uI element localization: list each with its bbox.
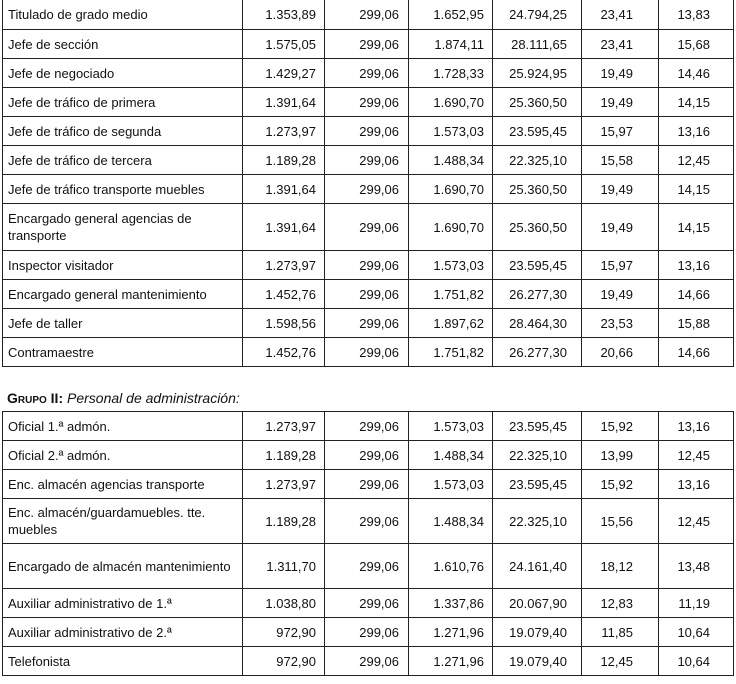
group-label: Grupo II:	[7, 390, 64, 406]
value-cell: 12,83	[582, 589, 659, 618]
value-cell: 22.325,10	[493, 146, 582, 175]
value-cell: 14,15	[659, 204, 734, 251]
table-row	[3, 544, 734, 589]
value-cell: 14,66	[659, 338, 734, 367]
table-row	[3, 146, 734, 175]
value-cell: 1.488,34	[409, 441, 493, 470]
value-cell: 1.337,86	[409, 589, 493, 618]
value-cell: 19,49	[582, 175, 659, 204]
value-cell: 23,41	[582, 0, 659, 30]
salary-table-group-1	[2, 0, 734, 367]
value-cell: 299,06	[325, 618, 409, 647]
value-cell: 23,53	[582, 309, 659, 338]
table-row	[3, 338, 734, 367]
table-row	[3, 441, 734, 470]
value-cell: 13,83	[659, 0, 734, 30]
value-cell: 13,16	[659, 412, 734, 441]
value-cell: 26.277,30	[493, 338, 582, 367]
job-title-cell: Auxiliar administrativo de 1.ª	[3, 589, 243, 618]
value-cell: 18,12	[582, 544, 659, 589]
value-cell: 1.452,76	[243, 338, 325, 367]
value-cell: 20.067,90	[493, 589, 582, 618]
job-title-cell: Oficial 2.ª admón.	[3, 441, 243, 470]
value-cell: 1.690,70	[409, 88, 493, 117]
job-title-cell: Enc. almacén/guardamuebles. tte. muebles	[3, 499, 243, 544]
salary-table-body	[3, 412, 734, 676]
value-cell: 15,92	[582, 412, 659, 441]
value-cell: 1.598,56	[243, 309, 325, 338]
job-title-cell: Auxiliar administrativo de 2.ª	[3, 618, 243, 647]
value-cell: 19.079,40	[493, 647, 582, 676]
value-cell: 23.595,45	[493, 470, 582, 499]
value-cell: 299,06	[325, 251, 409, 280]
value-cell: 23.595,45	[493, 412, 582, 441]
value-cell: 299,06	[325, 412, 409, 441]
job-title-cell: Jefe de sección	[3, 30, 243, 59]
value-cell: 299,06	[325, 0, 409, 30]
table-row	[3, 618, 734, 647]
value-cell: 1.573,03	[409, 412, 493, 441]
job-title-cell: Oficial 1.ª admón.	[3, 412, 243, 441]
value-cell: 299,06	[325, 59, 409, 88]
value-cell: 15,88	[659, 309, 734, 338]
value-cell: 299,06	[325, 146, 409, 175]
value-cell: 15,92	[582, 470, 659, 499]
value-cell: 1.610,76	[409, 544, 493, 589]
value-cell: 1.429,27	[243, 59, 325, 88]
value-cell: 1.273,97	[243, 251, 325, 280]
table-row	[3, 589, 734, 618]
value-cell: 15,97	[582, 117, 659, 146]
job-title-cell: Jefe de tráfico de tercera	[3, 146, 243, 175]
value-cell: 1.488,34	[409, 146, 493, 175]
job-title-cell: Encargado de almacén mantenimiento	[3, 544, 243, 589]
value-cell: 1.690,70	[409, 204, 493, 251]
value-cell: 23,41	[582, 30, 659, 59]
value-cell: 19,49	[582, 59, 659, 88]
value-cell: 972,90	[243, 618, 325, 647]
job-title-cell: Encargado general mantenimiento	[3, 280, 243, 309]
value-cell: 299,06	[325, 589, 409, 618]
value-cell: 25.360,50	[493, 175, 582, 204]
value-cell: 19,49	[582, 280, 659, 309]
table-row	[3, 204, 734, 251]
value-cell: 13,48	[659, 544, 734, 589]
value-cell: 299,06	[325, 441, 409, 470]
value-cell: 15,97	[582, 251, 659, 280]
value-cell: 28.111,65	[493, 30, 582, 59]
value-cell: 24.794,25	[493, 0, 582, 30]
job-title-cell: Inspector visitador	[3, 251, 243, 280]
value-cell: 13,16	[659, 117, 734, 146]
table-row	[3, 59, 734, 88]
value-cell: 11,19	[659, 589, 734, 618]
table-row	[3, 30, 734, 59]
value-cell: 1.189,28	[243, 146, 325, 175]
value-cell: 19.079,40	[493, 618, 582, 647]
value-cell: 1.874,11	[409, 30, 493, 59]
value-cell: 13,16	[659, 470, 734, 499]
value-cell: 25.360,50	[493, 88, 582, 117]
salary-table-body	[3, 0, 734, 367]
value-cell: 1.573,03	[409, 117, 493, 146]
value-cell: 1.391,64	[243, 204, 325, 251]
value-cell: 14,15	[659, 88, 734, 117]
value-cell: 1.575,05	[243, 30, 325, 59]
value-cell: 1.690,70	[409, 175, 493, 204]
value-cell: 12,45	[659, 146, 734, 175]
table-row	[3, 117, 734, 146]
value-cell: 299,06	[325, 88, 409, 117]
table-row	[3, 175, 734, 204]
value-cell: 299,06	[325, 175, 409, 204]
job-title-cell: Telefonista	[3, 647, 243, 676]
value-cell: 972,90	[243, 647, 325, 676]
value-cell: 25.360,50	[493, 204, 582, 251]
value-cell: 15,56	[582, 499, 659, 544]
value-cell: 299,06	[325, 30, 409, 59]
value-cell: 12,45	[582, 647, 659, 676]
job-title-cell: Titulado de grado medio	[3, 0, 243, 30]
table-row	[3, 647, 734, 676]
table-row	[3, 499, 734, 544]
value-cell: 1.189,28	[243, 441, 325, 470]
value-cell: 299,06	[325, 647, 409, 676]
job-title-cell: Jefe de tráfico de primera	[3, 88, 243, 117]
value-cell: 13,99	[582, 441, 659, 470]
value-cell: 1.311,70	[243, 544, 325, 589]
table-row	[3, 309, 734, 338]
salary-table-group-2	[2, 411, 734, 676]
value-cell: 1.573,03	[409, 470, 493, 499]
value-cell: 1.573,03	[409, 251, 493, 280]
value-cell: 299,06	[325, 117, 409, 146]
value-cell: 12,45	[659, 499, 734, 544]
job-title-cell: Jefe de tráfico transporte muebles	[3, 175, 243, 204]
job-title-cell: Encargado general agencias de transporte	[3, 204, 243, 251]
table-row	[3, 470, 734, 499]
value-cell: 1.391,64	[243, 88, 325, 117]
value-cell: 1.391,64	[243, 175, 325, 204]
job-title-cell: Contramaestre	[3, 338, 243, 367]
value-cell: 299,06	[325, 309, 409, 338]
job-title-cell: Jefe de negociado	[3, 59, 243, 88]
value-cell: 1.652,95	[409, 0, 493, 30]
value-cell: 19,49	[582, 204, 659, 251]
job-title-cell: Jefe de tráfico de segunda	[3, 117, 243, 146]
table-row	[3, 412, 734, 441]
value-cell: 23.595,45	[493, 117, 582, 146]
value-cell: 24.161,40	[493, 544, 582, 589]
value-cell: 1.273,97	[243, 117, 325, 146]
value-cell: 1.488,34	[409, 499, 493, 544]
value-cell: 23.595,45	[493, 251, 582, 280]
value-cell: 1.271,96	[409, 618, 493, 647]
value-cell: 1.273,97	[243, 470, 325, 499]
value-cell: 10,64	[659, 618, 734, 647]
table-row	[3, 280, 734, 309]
value-cell: 299,06	[325, 544, 409, 589]
value-cell: 22.325,10	[493, 499, 582, 544]
value-cell: 1.353,89	[243, 0, 325, 30]
value-cell: 299,06	[325, 470, 409, 499]
value-cell: 1.751,82	[409, 280, 493, 309]
value-cell: 1.897,62	[409, 309, 493, 338]
value-cell: 299,06	[325, 338, 409, 367]
value-cell: 14,15	[659, 175, 734, 204]
table-row	[3, 88, 734, 117]
value-cell: 1.751,82	[409, 338, 493, 367]
table-row	[3, 0, 734, 30]
value-cell: 1.271,96	[409, 647, 493, 676]
value-cell: 1.273,97	[243, 412, 325, 441]
group-description: Personal de administración:	[67, 390, 240, 406]
value-cell: 20,66	[582, 338, 659, 367]
value-cell: 15,58	[582, 146, 659, 175]
value-cell: 10,64	[659, 647, 734, 676]
value-cell: 299,06	[325, 499, 409, 544]
value-cell: 14,46	[659, 59, 734, 88]
value-cell: 15,68	[659, 30, 734, 59]
table-row	[3, 251, 734, 280]
value-cell: 28.464,30	[493, 309, 582, 338]
value-cell: 1.189,28	[243, 499, 325, 544]
value-cell: 22.325,10	[493, 441, 582, 470]
value-cell: 12,45	[659, 441, 734, 470]
value-cell: 1.038,80	[243, 589, 325, 618]
group-heading	[7, 389, 240, 407]
job-title-cell: Enc. almacén agencias transporte	[3, 470, 243, 499]
value-cell: 299,06	[325, 204, 409, 251]
value-cell: 13,16	[659, 251, 734, 280]
value-cell: 14,66	[659, 280, 734, 309]
value-cell: 1.728,33	[409, 59, 493, 88]
value-cell: 11,85	[582, 618, 659, 647]
job-title-cell: Jefe de taller	[3, 309, 243, 338]
value-cell: 1.452,76	[243, 280, 325, 309]
value-cell: 19,49	[582, 88, 659, 117]
value-cell: 299,06	[325, 280, 409, 309]
value-cell: 26.277,30	[493, 280, 582, 309]
value-cell: 25.924,95	[493, 59, 582, 88]
